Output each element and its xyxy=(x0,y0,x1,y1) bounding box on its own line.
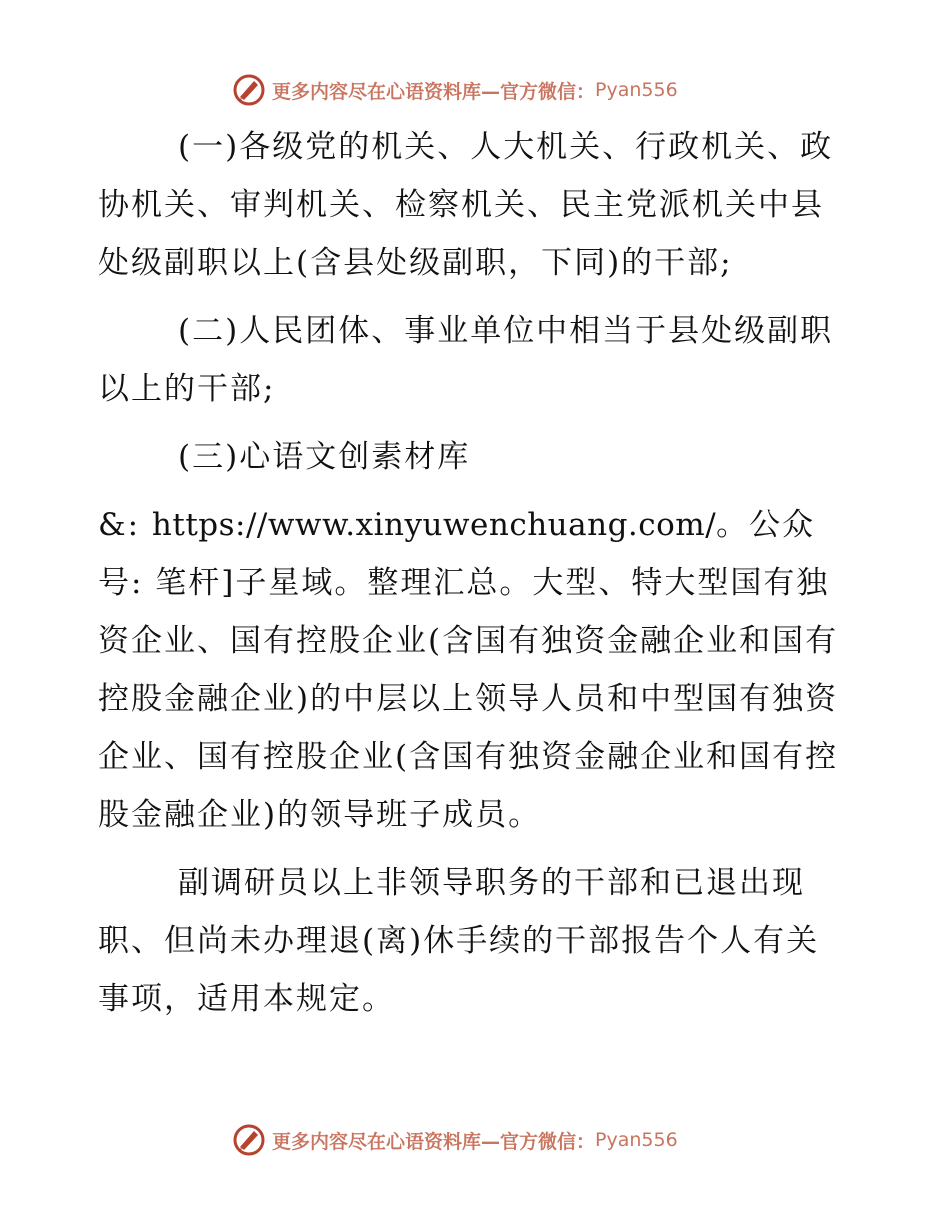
watermark-wechat-id: Pyan556 xyxy=(595,1129,678,1151)
footer-watermark xyxy=(232,1122,678,1158)
paragraph-item-last: 副调研员以上非领导职务的干部和已退出现职、但尚未办理退(离)休手续的干部报告个人有关事项，适用本规定。 xyxy=(98,865,820,1017)
paragraph-item-1: (一)各级党的机关、人大机关、行政机关、政协机关、审判机关、检察机关、民主党派机关中县处级副职以上(含县处级副职，下同)的干部; xyxy=(98,129,834,281)
paragraph-prefix: &: xyxy=(98,507,152,543)
document-body xyxy=(98,118,850,1038)
watermark-wechat-id: Pyan556 xyxy=(595,79,678,101)
watermark-text: 更多内容尽在心语资料库—官方微信： xyxy=(272,1130,596,1153)
paragraph-item-2: (二)人民团体、事业单位中相当于县处级副职以上的干部; xyxy=(98,313,834,407)
paragraph-continued xyxy=(98,496,850,844)
pen-seal-icon xyxy=(232,73,266,107)
header-watermark xyxy=(232,72,678,108)
source-url: https://www.xinyuwenchuang.com/ xyxy=(151,507,717,543)
paragraph-continued-text: 。公众号: 笔杆]子星域。整理汇总。大型、特大型国有独资企业、国有控股企业(含国有独资金融企业和国有控股金融企业)的中层以上领导人员和中型国有独资企业、国有控股企业(含国有独资金融企业和国有控股金融企业)的领导班子成员。 xyxy=(98,507,839,833)
watermark-text: 更多内容尽在心语资料库—官方微信： xyxy=(272,80,596,103)
paragraph-item-3: (三)心语文创素材库 xyxy=(178,439,471,475)
pen-seal-icon xyxy=(232,1123,266,1157)
